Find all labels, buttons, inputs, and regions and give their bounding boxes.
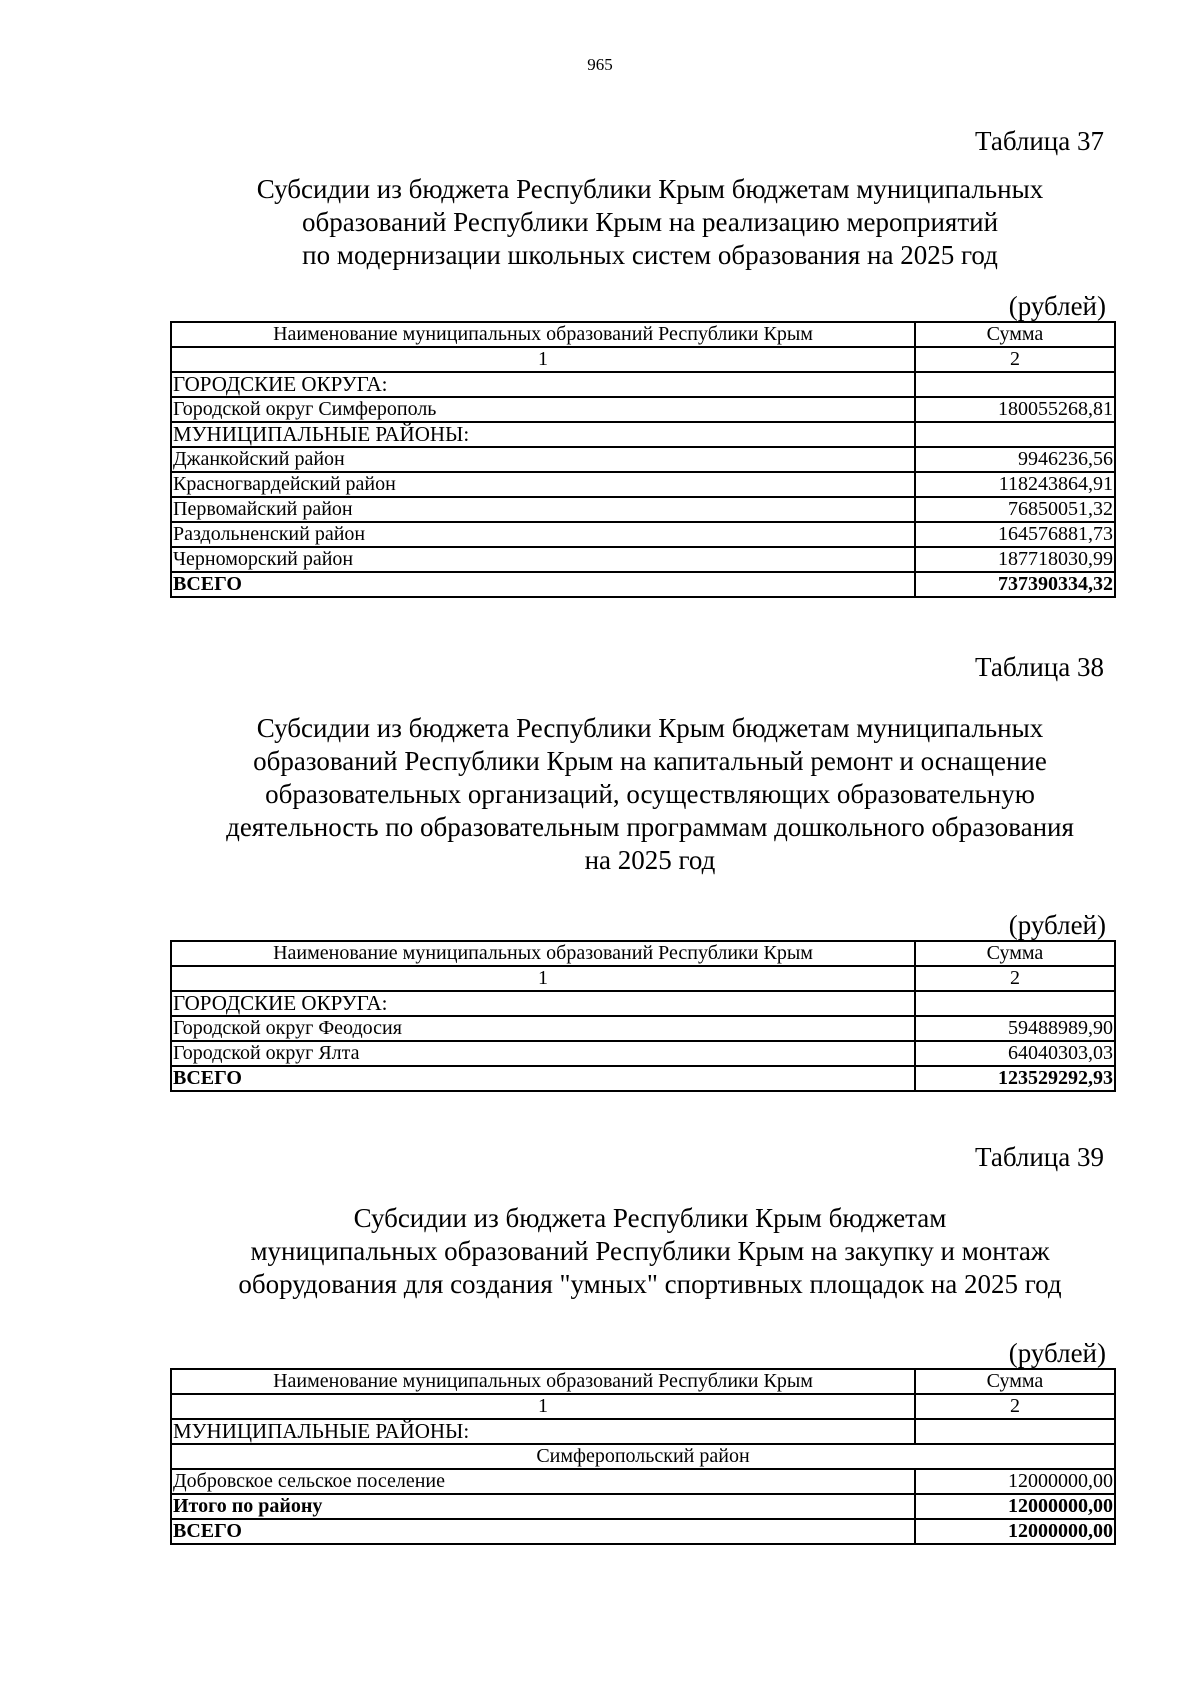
column-number-row [171, 347, 1115, 372]
table-39 [170, 1368, 1116, 1545]
table-row [171, 1419, 1115, 1444]
table-39-number: Таблица 39 [975, 1142, 1104, 1172]
row-name: Джанкойский район [171, 447, 915, 472]
table-38-title [130, 712, 1170, 877]
total-row [171, 1519, 1115, 1544]
total-label: ВСЕГО [171, 1519, 915, 1544]
total-label: ВСЕГО [171, 1066, 915, 1091]
subtotal-amount: 12000000,00 [915, 1494, 1115, 1519]
row-name: ГОРОДСКИЕ ОКРУГА: [171, 991, 915, 1016]
total-amount: 12000000,00 [915, 1519, 1115, 1544]
row-amount: 59488989,90 [915, 1016, 1115, 1041]
row-name: Раздольненский район [171, 522, 915, 547]
table-row [171, 547, 1115, 572]
row-name: Первомайский район [171, 497, 915, 522]
table-37-units: (рублей) [1008, 291, 1106, 321]
total-row [171, 1066, 1115, 1091]
row-amount: 9946236,56 [915, 447, 1115, 472]
column-number: 2 [915, 1394, 1115, 1419]
title-line: деятельность по образовательным программам дошкольного образования [226, 812, 1074, 842]
row-amount [915, 1419, 1115, 1444]
row-amount: 164576881,73 [915, 522, 1115, 547]
subtotal-row [171, 1494, 1115, 1519]
column-number: 1 [171, 347, 915, 372]
title-line: образований Республики Крым на реализацию мероприятий [301, 207, 999, 237]
row-amount: 180055268,81 [915, 397, 1115, 422]
header-row [171, 941, 1115, 966]
title-line: оборудования для создания "умных" спортивных площадок на 2025 год [238, 1269, 1062, 1299]
table-row [171, 447, 1115, 472]
row-name: Красногвардейский район [171, 472, 915, 497]
table-row [171, 1469, 1115, 1494]
column-number-row [171, 1394, 1115, 1419]
district-subheader-row [171, 1444, 1115, 1469]
table-37 [170, 321, 1116, 598]
row-name: МУНИЦИПАЛЬНЫЕ РАЙОНЫ: [171, 422, 915, 447]
table-38-units: (рублей) [1008, 910, 1106, 940]
row-name: ГОРОДСКИЕ ОКРУГА: [171, 372, 915, 397]
title-line: образований Республики Крым на капитальный ремонт и оснащение [253, 746, 1047, 776]
table-row [171, 1041, 1115, 1066]
total-row [171, 572, 1115, 597]
row-amount: 187718030,99 [915, 547, 1115, 572]
column-number: 1 [171, 1394, 915, 1419]
row-name: Городской округ Феодосия [171, 1016, 915, 1041]
table-row [171, 497, 1115, 522]
row-amount: 64040303,03 [915, 1041, 1115, 1066]
table-37-number: Таблица 37 [975, 126, 1104, 156]
table-row [171, 422, 1115, 447]
title-line: муниципальных образований Республики Крым на закупку и монтаж [250, 1236, 1050, 1266]
row-name: Городской округ Ялта [171, 1041, 915, 1066]
header-name: Наименование муниципальных образований Республики Крым [171, 941, 915, 966]
column-number: 2 [915, 966, 1115, 991]
row-name: МУНИЦИПАЛЬНЫЕ РАЙОНЫ: [171, 1419, 915, 1444]
table-39-units: (рублей) [1008, 1338, 1106, 1368]
row-amount: 118243864,91 [915, 472, 1115, 497]
total-amount: 737390334,32 [915, 572, 1115, 597]
row-amount: 76850051,32 [915, 497, 1115, 522]
header-amount: Сумма [915, 941, 1115, 966]
header-amount: Сумма [915, 1369, 1115, 1394]
column-number: 1 [171, 966, 915, 991]
column-number: 2 [915, 347, 1115, 372]
table-row [171, 472, 1115, 497]
title-line: образовательных организаций, осуществляющих образовательную [265, 779, 1035, 809]
page-number: 965 [587, 55, 613, 74]
column-number-row [171, 966, 1115, 991]
header-amount: Сумма [915, 322, 1115, 347]
header-row [171, 1369, 1115, 1394]
table-row [171, 522, 1115, 547]
header-name: Наименование муниципальных образований Республики Крым [171, 322, 915, 347]
row-name: Городской округ Симферополь [171, 397, 915, 422]
row-amount [915, 422, 1115, 447]
total-label: ВСЕГО [171, 572, 915, 597]
row-name: Черноморский район [171, 547, 915, 572]
title-line: Субсидии из бюджета Республики Крым бюджетам муниципальных [256, 174, 1044, 204]
table-row [171, 991, 1115, 1016]
table-row [171, 397, 1115, 422]
header-name: Наименование муниципальных образований Республики Крым [171, 1369, 915, 1394]
row-amount [915, 372, 1115, 397]
row-amount [915, 991, 1115, 1016]
row-amount: 12000000,00 [915, 1469, 1115, 1494]
title-line: на 2025 год [584, 845, 716, 875]
title-line: Субсидии из бюджета Республики Крым бюджетам [353, 1203, 947, 1233]
header-row [171, 322, 1115, 347]
table-37-title [130, 173, 1170, 272]
title-line: Субсидии из бюджета Республики Крым бюджетам муниципальных [256, 713, 1044, 743]
title-line: по модернизации школьных систем образования на 2025 год [302, 240, 998, 270]
total-amount: 123529292,93 [915, 1066, 1115, 1091]
table-row [171, 1016, 1115, 1041]
table-38-number: Таблица 38 [975, 652, 1104, 682]
table-row [171, 372, 1115, 397]
table-38 [170, 940, 1116, 1092]
table-39-title [130, 1202, 1170, 1301]
district-subheader: Симферопольский район [171, 1444, 1115, 1469]
subtotal-label: Итого по району [171, 1494, 915, 1519]
row-name: Добровское сельское поселение [171, 1469, 915, 1494]
